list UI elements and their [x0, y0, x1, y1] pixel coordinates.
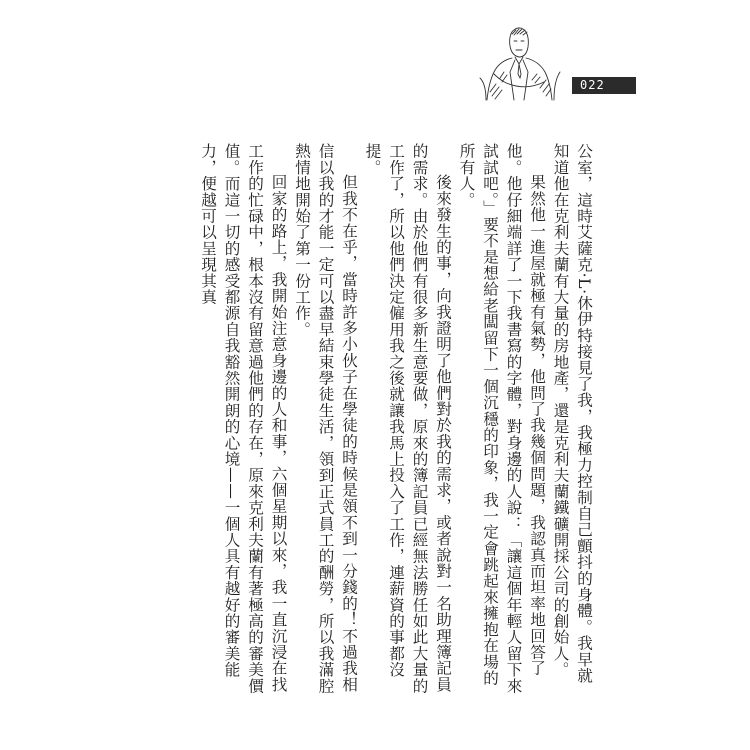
vertical-text-body [193, 143, 595, 695]
paragraph: 果然他一進屋就極有氣勢，他問了我幾個問題，我認真而坦率地回答了他。他仔細端詳了一下我書寫的字體，對身邊的人說：「讓這個年輕人留下來試試吧。」要不是想給老闆留下一個沉穩的印象，我一定會跳起來擁抱在場的所有人。 [457, 143, 546, 694]
paragraph: 公室，這時艾薩克·L·休伊特接見了我，我極力控制自己顫抖的身體。我早就知道他在克利夫蘭有大量的房地產，還是克利夫蘭鐵礦開採公司的創始人。 [551, 143, 593, 684]
paragraph: 但我不在乎，當時許多小伙子在學徒的時候是領不到一分錢的！不過我相信以我的才能一定可以盡早結束學徒生活，領到正式員工的酬勞，所以我滿腔熱情地開始了第一份工作。 [293, 143, 358, 694]
portrait-illustration [474, 22, 570, 102]
paragraph: 回家的路上，我開始注意身邊的人和事，六個星期以來，我一直沉浸在找工作的忙碌中，根本沒有留意過他們的存在，原來克利夫蘭有著極高的審美價值。而這一切的感受都源自我豁然開朗的心境——一個人具有越好的審美能力，便越可以呈現其真 [199, 143, 288, 694]
page-number: 022 [572, 77, 636, 94]
paragraph: 後來發生的事，向我證明了他們對於我的需求，或者說對一名助理簿記員的需求。由於他們有很多新生意要做，原來的簿記員已經無法勝任如此大量的工作了，所以他們決定僱用我之後就讓我馬上投入了工作，連薪資的事都沒提。 [363, 143, 452, 694]
